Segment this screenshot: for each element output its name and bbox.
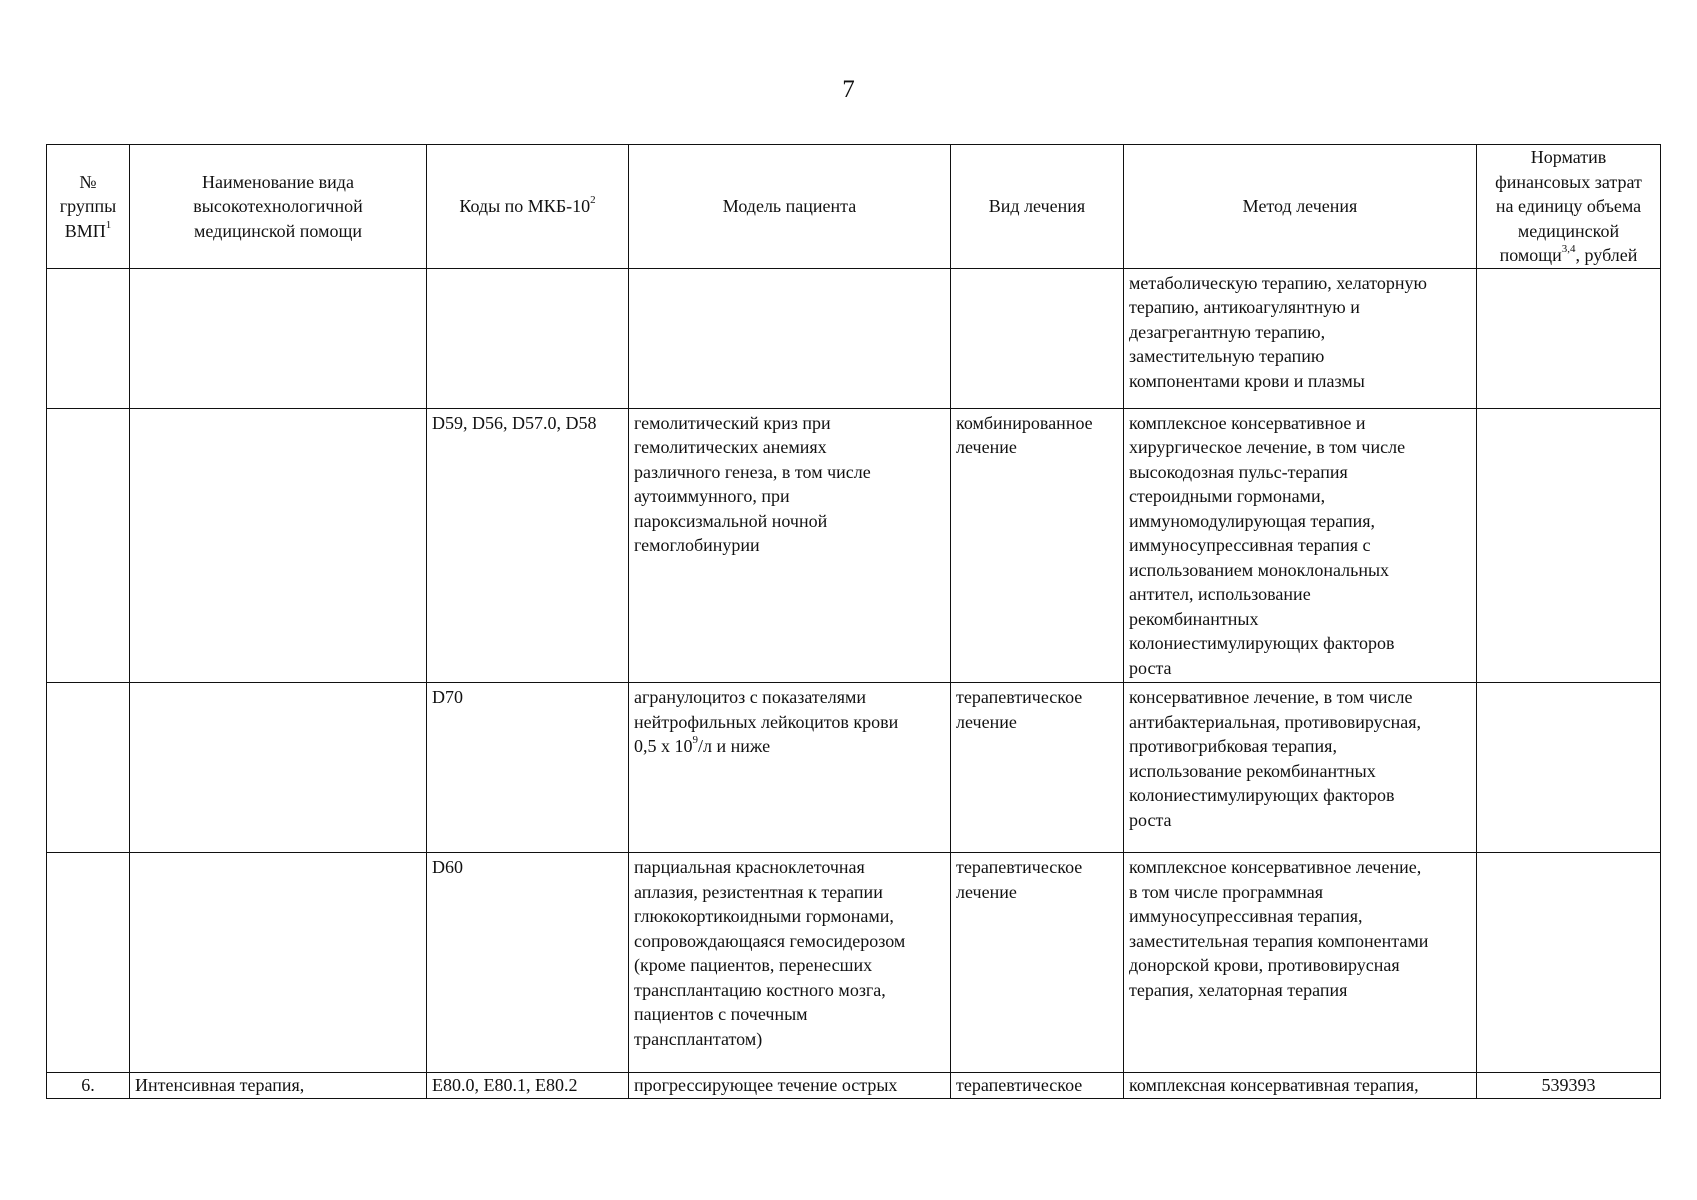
cell-method — [1124, 683, 1477, 853]
text-line: гемоглобинурии — [634, 535, 760, 555]
text-line: комбинированное — [956, 412, 1093, 433]
text-line: нейтрофильных лейкоцитов крови — [634, 711, 899, 732]
cell-type — [951, 408, 1124, 683]
header-name — [130, 145, 427, 269]
cell-type — [951, 853, 1124, 1073]
text-line: роста — [1129, 657, 1172, 678]
header-row — [47, 145, 1661, 269]
cell-codes: D70 — [427, 683, 629, 853]
cell-model — [629, 408, 951, 683]
cell-group — [47, 268, 130, 408]
header-patient-model-label: Модель пациента — [722, 196, 857, 216]
cell-type — [951, 268, 1124, 408]
text-line: в том числе программная — [1129, 881, 1324, 902]
text-line: компонентами крови и плазмы — [1129, 370, 1365, 391]
header-norm-l5-post: , рублей — [1575, 245, 1638, 265]
text-line: терапия, хелаторная терапия — [1129, 979, 1348, 1000]
table-row — [47, 268, 1661, 408]
cell-model — [629, 853, 951, 1073]
header-group-no — [47, 145, 130, 269]
text-line: аплазия, резистентная к терапии — [634, 881, 883, 902]
cell-codes: D60 — [427, 853, 629, 1073]
cell-name — [130, 853, 427, 1073]
cell-type — [951, 683, 1124, 853]
header-codes-label: Коды по МКБ-10 — [459, 196, 591, 216]
text-line: роста — [1129, 809, 1172, 830]
cell-name — [130, 268, 427, 408]
cell-codes — [427, 268, 629, 408]
header-group-no-l3: ВМП — [64, 220, 106, 241]
text-line: терапевтическое — [956, 687, 1083, 707]
text-line: различного генеза, в том числе — [634, 461, 871, 482]
cell-model — [629, 683, 951, 853]
cell-norm — [1477, 408, 1661, 683]
vmp-table — [46, 144, 1661, 1099]
table-row — [47, 683, 1661, 853]
header-norm-l2: финансовых затрат — [1495, 171, 1642, 192]
text-line: гемолитических анемиях — [634, 437, 827, 457]
header-treatment-method-label: Метод лечения — [1242, 196, 1358, 216]
text-line: иммуносупрессивная терапия, — [1129, 906, 1363, 926]
text-line: антибактериальная, противовирусная, — [1129, 711, 1422, 732]
text-line: лечение — [956, 711, 1017, 732]
text-line: колониестимулирующих факторов — [1129, 785, 1395, 805]
text-line: терапию, антикоагулянтную и — [1129, 297, 1360, 317]
cell-codes: E80.0, E80.1, E80.2 — [427, 1073, 629, 1099]
header-norm — [1477, 145, 1661, 269]
header-name-l3: медицинской помощи — [194, 220, 362, 241]
text-line: 0,5 x 10 — [634, 736, 693, 756]
cell-name — [130, 408, 427, 683]
text-line: трансплантацию костного мозга, — [634, 979, 886, 1000]
text-line: заместительную терапию — [1129, 346, 1325, 366]
text-line: агранулоцитоз с показателями — [634, 687, 867, 707]
header-name-l1: Наименование вида — [202, 171, 354, 192]
cell-norm — [1477, 268, 1661, 408]
header-treatment-type-label: Вид лечения — [988, 196, 1086, 216]
text-line: использованием моноклональных — [1129, 559, 1390, 580]
text-line: пароксизмальной ночной — [634, 510, 828, 531]
text-line: колониестимулирующих факторов — [1129, 633, 1395, 653]
table-row — [47, 1073, 1661, 1099]
exponent: 9 — [692, 734, 698, 746]
header-norm-l4: медицинской — [1517, 220, 1620, 241]
cell-method — [1124, 853, 1477, 1073]
text-line: трансплантатом) — [634, 1028, 763, 1049]
text-line: комплексное консервативное и — [1129, 412, 1366, 433]
text-line: противогрибковая терапия, — [1129, 736, 1337, 756]
cell-group — [47, 853, 130, 1073]
table-row — [47, 853, 1661, 1073]
footnote-marker: 1 — [105, 218, 112, 231]
text-line: дезагрегантную терапию, — [1129, 321, 1326, 342]
header-norm-l5-pre: помощи — [1499, 245, 1562, 265]
cell-name: Интенсивная терапия, — [130, 1073, 427, 1099]
header-norm-l3: на единицу объема — [1495, 196, 1642, 216]
text-line: парциальная красноклеточная — [634, 857, 865, 877]
text-line: хирургическое лечение, в том числе — [1129, 437, 1406, 457]
header-group-no-l2: группы — [59, 196, 117, 216]
text-line: терапевтическое — [956, 857, 1083, 877]
text-line: донорской крови, противовирусная — [1129, 955, 1400, 975]
cell-norm — [1477, 683, 1661, 853]
footnote-marker: 2 — [590, 194, 596, 206]
cell-norm: 539393 — [1477, 1073, 1661, 1099]
footnote-marker: 3,4 — [1561, 243, 1576, 255]
text-line: лечение — [956, 437, 1017, 457]
cell-model — [629, 268, 951, 408]
cell-norm — [1477, 853, 1661, 1073]
cell-codes: D59, D56, D57.0, D58 — [427, 408, 629, 683]
header-treatment-type — [951, 145, 1124, 269]
cell-group — [47, 683, 130, 853]
text-line: лечение — [956, 881, 1017, 902]
page-number: 7 — [842, 76, 855, 103]
text-line: антител, использование — [1129, 584, 1311, 604]
text-line: высокодозная пульс-терапия — [1129, 461, 1348, 482]
text-line: иммуномодулирующая терапия, — [1129, 510, 1376, 531]
text-line: рекомбинантных — [1129, 608, 1259, 629]
cell-method — [1124, 408, 1477, 683]
cell-method: комплексная консервативная терапия, — [1124, 1073, 1477, 1099]
text-line: заместительная терапия компонентами — [1129, 930, 1429, 951]
table-row — [47, 408, 1661, 683]
text-line: (кроме пациентов, перенесших — [634, 955, 873, 975]
text-line: аутоиммунного, при — [634, 486, 790, 506]
header-name-l2: высокотехнологичной — [193, 196, 363, 216]
cell-name — [130, 683, 427, 853]
text-line: консервативное лечение, в том числе — [1129, 687, 1413, 707]
header-group-no-l1: № — [79, 171, 97, 192]
text-line: гемолитический криз при — [634, 412, 831, 433]
header-norm-l1: Норматив — [1530, 147, 1607, 167]
header-patient-model — [629, 145, 951, 269]
text-line: комплексное консервативное лечение, — [1129, 857, 1422, 877]
text-line: иммуносупрессивная терапия с — [1129, 535, 1371, 555]
cell-type: терапевтическое — [951, 1073, 1124, 1099]
cell-model: прогрессирующее течение острых — [629, 1073, 951, 1099]
text-line: глюкокортикоидными гормонами, — [634, 906, 894, 926]
header-treatment-method — [1124, 145, 1477, 269]
text-line: пациентов с почечным — [634, 1004, 808, 1024]
cell-group: 6. — [47, 1073, 130, 1099]
header-codes — [427, 145, 629, 269]
text-line: метаболическую терапию, хелаторную — [1129, 272, 1427, 293]
text-line: сопровождающаяся гемосидерозом — [634, 930, 906, 951]
text-line: использование рекомбинантных — [1129, 760, 1376, 781]
text-line: стероидными гормонами, — [1129, 486, 1326, 506]
cell-method — [1124, 268, 1477, 408]
cell-group — [47, 408, 130, 683]
text-line: /л и ниже — [698, 736, 771, 756]
